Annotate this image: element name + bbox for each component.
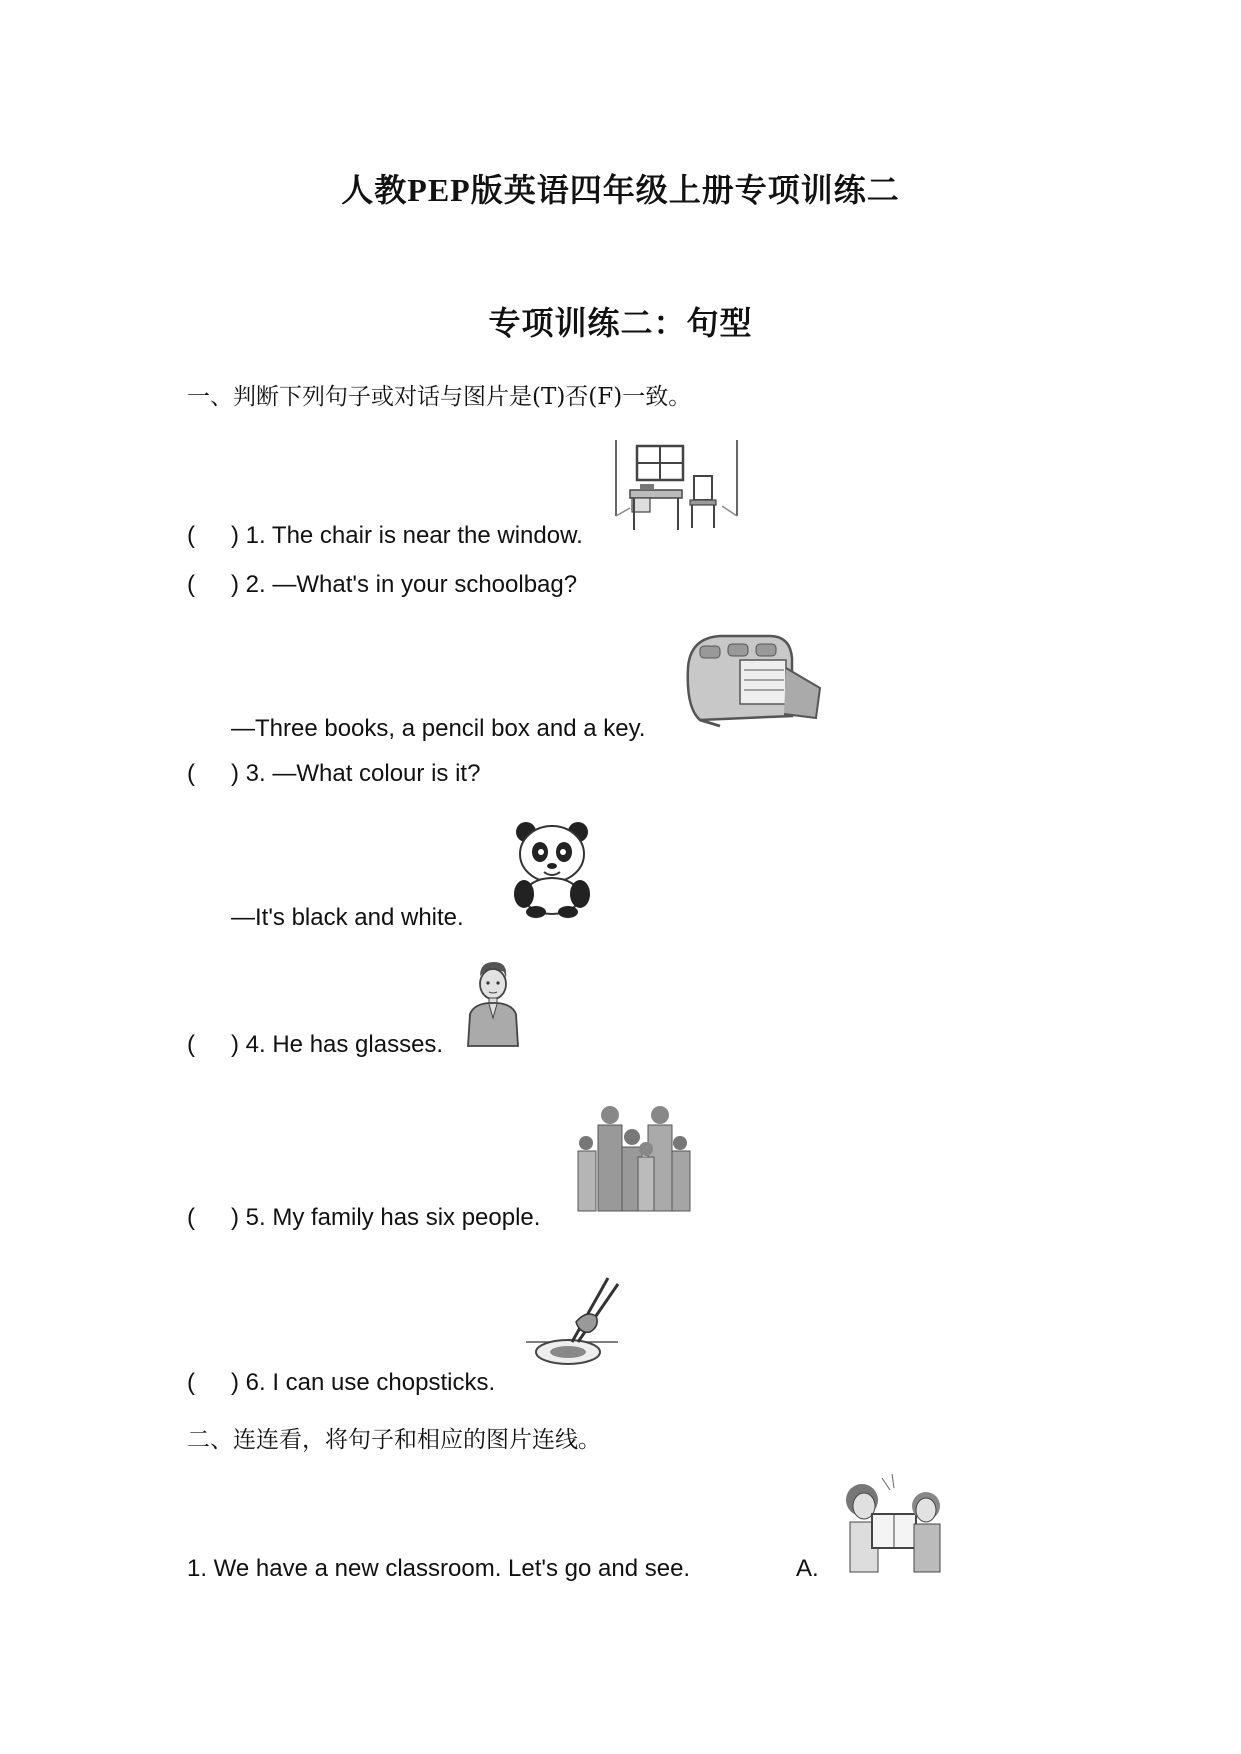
question-5: ) 5. My family has six people. xyxy=(231,1204,541,1231)
section1-heading: 一、判断下列句子或对话与图片是(T)否(F)一致。 xyxy=(187,384,692,410)
match-option-a: A. xyxy=(796,1555,819,1582)
chopsticks-plate-picture xyxy=(524,1276,620,1376)
family-group-picture xyxy=(576,1103,694,1215)
answer-paren: ( xyxy=(187,522,195,549)
answer-paren: ( xyxy=(187,1369,195,1396)
answer-3: —It's black and white. xyxy=(231,904,464,931)
question-2: ) 2. —What's in your schoolbag? xyxy=(231,571,578,598)
man-portrait-picture xyxy=(462,958,522,1048)
question-6: ) 6. I can use chopsticks. xyxy=(231,1369,496,1396)
match-sentence-1: 1. We have a new classroom. Let's go and see. xyxy=(187,1555,691,1582)
question-1: ) 1. The chair is near the window. xyxy=(231,522,583,549)
page-title: 人教PEP版英语四年级上册专项训练二 xyxy=(341,172,900,208)
classroom-window-chair-picture xyxy=(612,438,742,538)
section2-heading: 二、连连看，将句子和相应的图片连线。 xyxy=(187,1427,601,1453)
panda-picture xyxy=(508,818,598,918)
open-schoolbag-picture xyxy=(680,628,830,728)
answer-paren: ( xyxy=(187,1204,195,1231)
page-subtitle: 专项训练二：句型 xyxy=(488,305,753,341)
answer-paren: ( xyxy=(187,1031,195,1058)
answer-paren: ( xyxy=(187,760,195,787)
question-4: ) 4. He has glasses. xyxy=(231,1031,444,1058)
question-3: ) 3. —What colour is it? xyxy=(231,760,481,787)
two-people-window-picture xyxy=(834,1470,949,1575)
answer-2: —Three books, a pencil box and a key. xyxy=(231,715,646,742)
answer-paren: ( xyxy=(187,571,195,598)
